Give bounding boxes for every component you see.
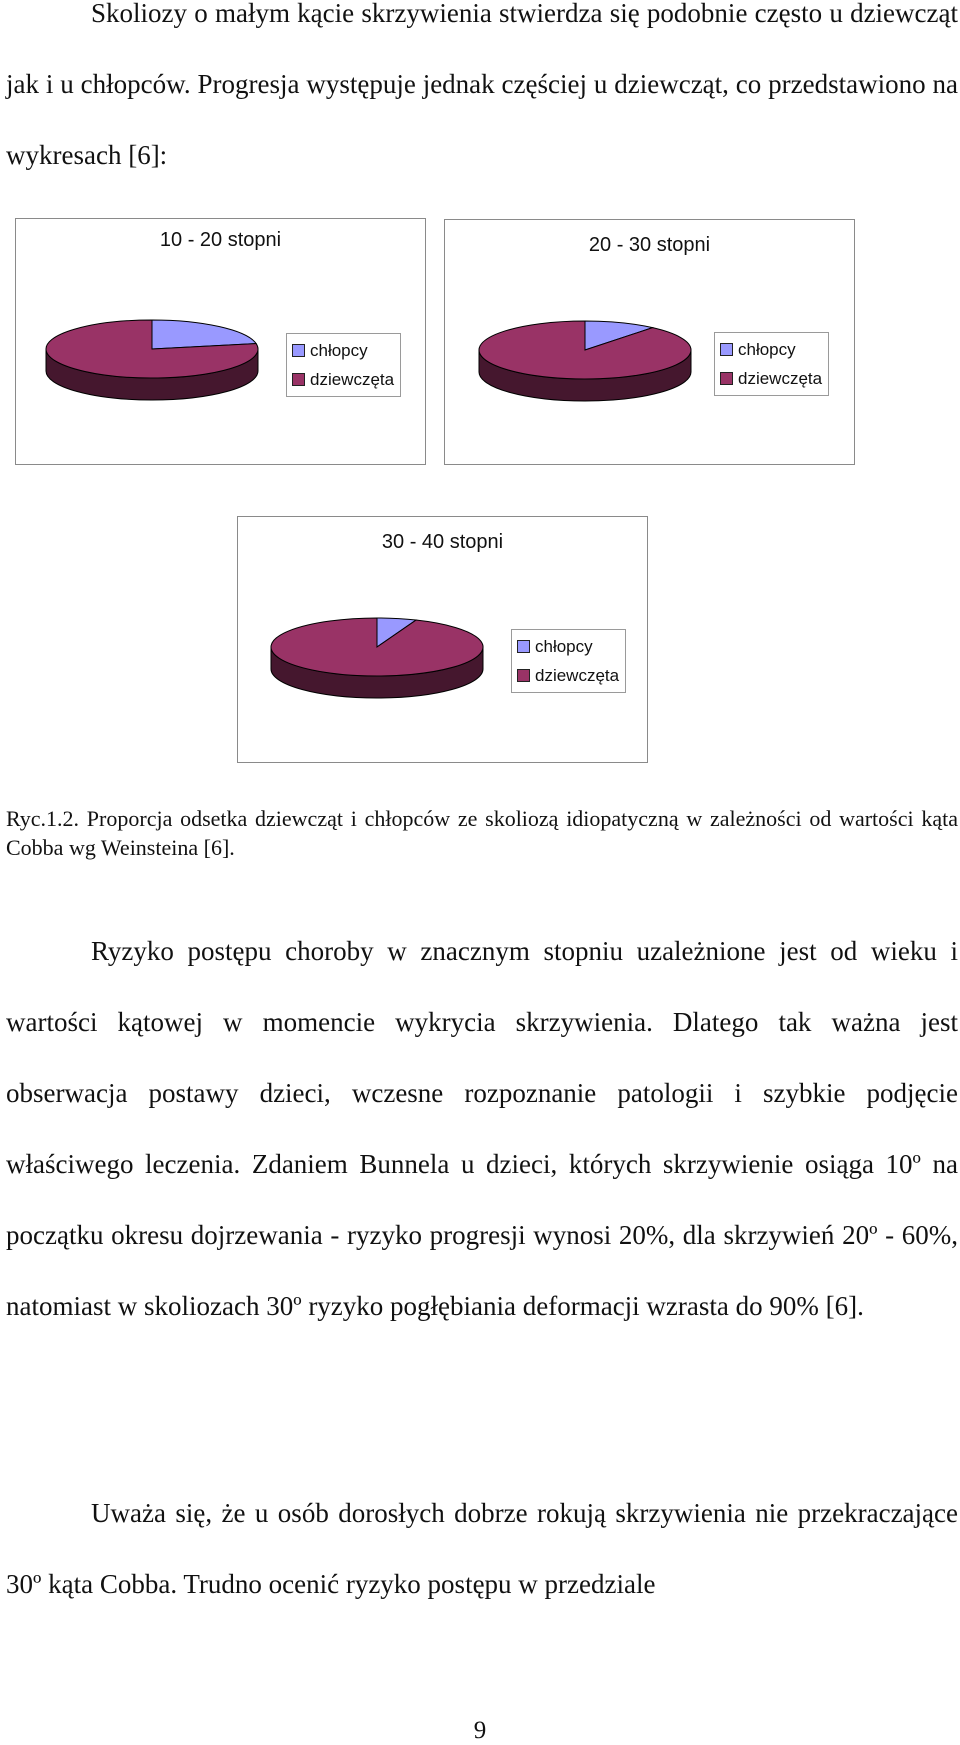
legend-label: chłopcy (535, 636, 593, 656)
legend-swatch (720, 372, 733, 385)
paragraph-text: Uważa się, że u osób dorosłych dobrze rokują skrzywienia nie przekraczające 30º kąta Cobba. Trudno ocenić ryzyko postępu w przedziale (6, 1498, 958, 1599)
pie-graphic (476, 318, 694, 418)
body-paragraph-2 (6, 1478, 958, 1620)
legend-label: chłopcy (738, 339, 796, 359)
chart-title: 10 - 20 stopni (159, 229, 282, 251)
legend-item-girls (292, 365, 394, 394)
pie-chart-1 (15, 218, 426, 465)
body-paragraph-1 (6, 916, 958, 1342)
legend-swatch (720, 343, 733, 356)
legend-label: dziewczęta (535, 665, 620, 685)
figure-caption: Ryc.1.2. Proporcja odsetka dziewcząt i chłopców ze skoliozą idiopatyczną w zależności od wartości kąta Cobba wg Weinsteina [6]. (6, 806, 958, 860)
pie-graphic (43, 317, 261, 417)
paragraph-text: Ryzyko postępu choroby w znacznym stopniu uzależnione jest od wieku i wartości kątowej w momencie wykrycia skrzywienia. Dlatego tak ważna jest obserwacja postawy dzieci, wczesne rozpoznanie patologii i szybkie podjęcie właściwego leczenia. Zdaniem Bunnela u dzieci, których skrzywienie osiąga 10º na początku okresu dojrzewania - ryzyko progresji wynosi 20%, dla skrzywień 20º - 60%, natomiast w skoliozach 30º ryzyko pogłębiania deformacji wzrasta do 90% [6]. (6, 936, 958, 1321)
page-number: 9 (473, 1717, 487, 1744)
chart-title: 30 - 40 stopni (381, 531, 504, 553)
intro-text: Skoliozy o małym kącie skrzywienia stwierdza się podobnie często u dziewcząt jak i u chłopców. Progresja występuje jednak częściej u dziewcząt, co przedstawiono na wykresach [6]: (6, 0, 958, 170)
legend-swatch (292, 344, 305, 357)
chart-title: 20 - 30 stopni (588, 234, 711, 256)
legend-item-boys (292, 336, 394, 365)
legend-swatch (292, 373, 305, 386)
legend-item-girls (517, 661, 619, 690)
legend-item-girls (720, 364, 822, 393)
legend-swatch (517, 669, 530, 682)
pie-chart-2 (444, 219, 855, 465)
pie-graphic (268, 615, 486, 715)
chart-legend (511, 629, 626, 693)
pie-slice-girls (479, 321, 691, 379)
legend-label: chłopcy (310, 340, 368, 360)
chart-legend (714, 332, 829, 396)
pie-slice-girls (271, 618, 483, 676)
chart-legend (286, 333, 401, 397)
legend-swatch (517, 640, 530, 653)
legend-label: dziewczęta (310, 369, 395, 389)
pie-chart-3 (237, 516, 648, 763)
legend-item-boys (517, 632, 619, 661)
legend-label: dziewczęta (738, 368, 823, 388)
intro-paragraph (6, 0, 958, 191)
legend-item-boys (720, 335, 822, 364)
